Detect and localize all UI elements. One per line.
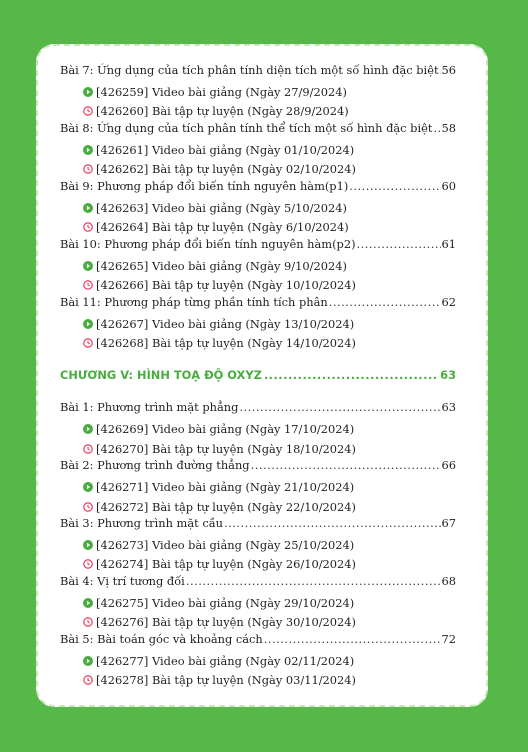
item-label: [426266] Bài tập tự luyện (Ngày 10/10/2024) [96, 277, 356, 292]
lesson-title: Bài 4: Vị trí tương đối [60, 574, 185, 589]
toc-entry[interactable] [60, 516, 456, 535]
leader-dots [264, 632, 441, 646]
leader-dots [329, 295, 441, 309]
page-number: 66 [441, 458, 456, 473]
toc-entry[interactable] [60, 400, 456, 419]
leader-dots [251, 458, 441, 472]
clock-icon [83, 338, 93, 348]
item-label: [426263] Video bài giảng (Ngày 5/10/2024) [96, 200, 347, 215]
chapter-title: CHƯƠNG V: HÌNH TOẠ ĐỘ OXYZ [60, 368, 262, 383]
lessons-after-chapter [60, 400, 456, 689]
play-icon [83, 598, 93, 608]
exercise-item[interactable] [60, 671, 456, 690]
exercise-item[interactable] [60, 217, 456, 236]
leader-dots [349, 179, 440, 193]
play-icon [83, 540, 93, 550]
toc-entry[interactable] [60, 63, 456, 82]
leader-dots [433, 121, 440, 135]
clock-icon [83, 444, 93, 454]
clock-icon [83, 675, 93, 685]
play-icon [83, 424, 93, 434]
video-lecture-item[interactable] [60, 536, 456, 555]
item-label: [426272] Bài tập tự luyện (Ngày 22/10/2024) [96, 499, 356, 514]
item-label: [426265] Video bài giảng (Ngày 9/10/2024) [96, 258, 347, 273]
clock-icon [83, 280, 93, 290]
video-lecture-item[interactable] [60, 420, 456, 439]
page-number: 58 [441, 120, 456, 135]
toc-entry[interactable] [60, 121, 456, 140]
page-number: 63 [441, 400, 456, 415]
leader-dots [239, 400, 440, 414]
lesson-title: Bài 11: Phương pháp từng phần tính tích phân [60, 294, 328, 309]
exercise-item[interactable] [60, 439, 456, 458]
item-label: [426261] Video bài giảng (Ngày 01/10/2024) [96, 142, 355, 157]
exercise-item[interactable] [60, 333, 456, 352]
table-of-contents [60, 63, 456, 690]
play-icon [83, 319, 93, 329]
play-icon [83, 87, 93, 97]
video-lecture-item[interactable] [60, 140, 456, 159]
exercise-item[interactable] [60, 555, 456, 574]
item-label: [426260] Bài tập tự luyện (Ngày 28/9/2024) [96, 104, 349, 119]
video-lecture-item[interactable] [60, 593, 456, 612]
item-label: [426264] Bài tập tự luyện (Ngày 6/10/2024) [96, 220, 349, 235]
toc-entry[interactable] [60, 574, 456, 593]
lesson-title: Bài 1: Phương trình mặt phẳng [60, 400, 239, 415]
lessons-before-chapter [60, 63, 456, 352]
leader-dots [440, 63, 441, 77]
toc-entry[interactable] [60, 237, 456, 256]
clock-icon [83, 559, 93, 569]
clock-icon [83, 164, 93, 174]
page-number: 68 [441, 574, 456, 589]
lesson-title: Bài 10: Phương pháp đổi biến tính nguyên hàm(p2) [60, 236, 356, 251]
item-label: [426275] Video bài giảng (Ngày 29/10/2024) [96, 596, 355, 611]
toc-entry[interactable] [60, 295, 456, 314]
leader-dots [224, 516, 440, 530]
page-number: 56 [441, 63, 456, 77]
clock-icon [83, 617, 93, 627]
clock-icon [83, 502, 93, 512]
exercise-item[interactable] [60, 159, 456, 178]
video-lecture-item[interactable] [60, 256, 456, 275]
video-lecture-item[interactable] [60, 314, 456, 333]
item-label: [426278] Bài tập tự luyện (Ngày 03/11/2024) [96, 673, 356, 688]
toc-entry[interactable] [60, 179, 456, 198]
page-number: 72 [441, 632, 456, 647]
play-icon [83, 482, 93, 492]
toc-entry[interactable] [60, 632, 456, 651]
exercise-item[interactable] [60, 613, 456, 632]
video-lecture-item[interactable] [60, 82, 456, 101]
chapter-page: 63 [440, 368, 456, 383]
item-label: [426274] Bài tập tự luyện (Ngày 26/10/2024) [96, 557, 356, 572]
leader-dots [357, 237, 441, 251]
item-label: [426276] Bài tập tự luyện (Ngày 30/10/2024) [96, 615, 356, 630]
lesson-title: Bài 8: Ứng dụng của tích phân tính thể tích một số hình đặc biệt [60, 120, 433, 135]
page-number: 62 [441, 294, 456, 309]
item-label: [426259] Video bài giảng (Ngày 27/9/2024) [96, 84, 347, 99]
exercise-item[interactable] [60, 102, 456, 121]
video-lecture-item[interactable] [60, 478, 456, 497]
lesson-title: Bài 5: Bài toán góc và khoảng cách [60, 632, 263, 647]
play-icon [83, 656, 93, 666]
chapter-heading[interactable] [60, 368, 456, 388]
leader-dots [186, 574, 441, 588]
lesson-title: Bài 2: Phương trình đường thẳng [60, 458, 250, 473]
item-label: [426268] Bài tập tự luyện (Ngày 14/10/2024) [96, 335, 356, 350]
clock-icon [83, 222, 93, 232]
lesson-title: Bài 3: Phương trình mặt cầu [60, 516, 224, 531]
item-label: [426267] Video bài giảng (Ngày 13/10/2024) [96, 316, 355, 331]
play-icon [83, 261, 93, 271]
item-label: [426273] Video bài giảng (Ngày 25/10/2024) [96, 538, 355, 553]
item-label: [426262] Bài tập tự luyện (Ngày 02/10/2024) [96, 162, 356, 177]
page-number: 60 [441, 178, 456, 193]
lesson-title: Bài 9: Phương pháp đổi biến tính nguyên hàm(p1) [60, 178, 349, 193]
toc-entry[interactable] [60, 458, 456, 477]
video-lecture-item[interactable] [60, 198, 456, 217]
leader-dots [264, 368, 438, 382]
item-label: [426270] Bài tập tự luyện (Ngày 18/10/2024) [96, 441, 356, 456]
item-label: [426269] Video bài giảng (Ngày 17/10/2024) [96, 422, 355, 437]
item-label: [426271] Video bài giảng (Ngày 21/10/2024) [96, 480, 355, 495]
exercise-item[interactable] [60, 497, 456, 516]
exercise-item[interactable] [60, 275, 456, 294]
play-icon [83, 203, 93, 213]
item-label: [426277] Video bài giảng (Ngày 02/11/2024) [96, 653, 355, 668]
page-number: 61 [441, 236, 456, 251]
play-icon [83, 145, 93, 155]
clock-icon [83, 106, 93, 116]
page-number: 67 [441, 516, 456, 531]
video-lecture-item[interactable] [60, 651, 456, 670]
lesson-title: Bài 7: Ứng dụng của tích phân tính diện tích một số hình đặc biệt [60, 63, 439, 77]
